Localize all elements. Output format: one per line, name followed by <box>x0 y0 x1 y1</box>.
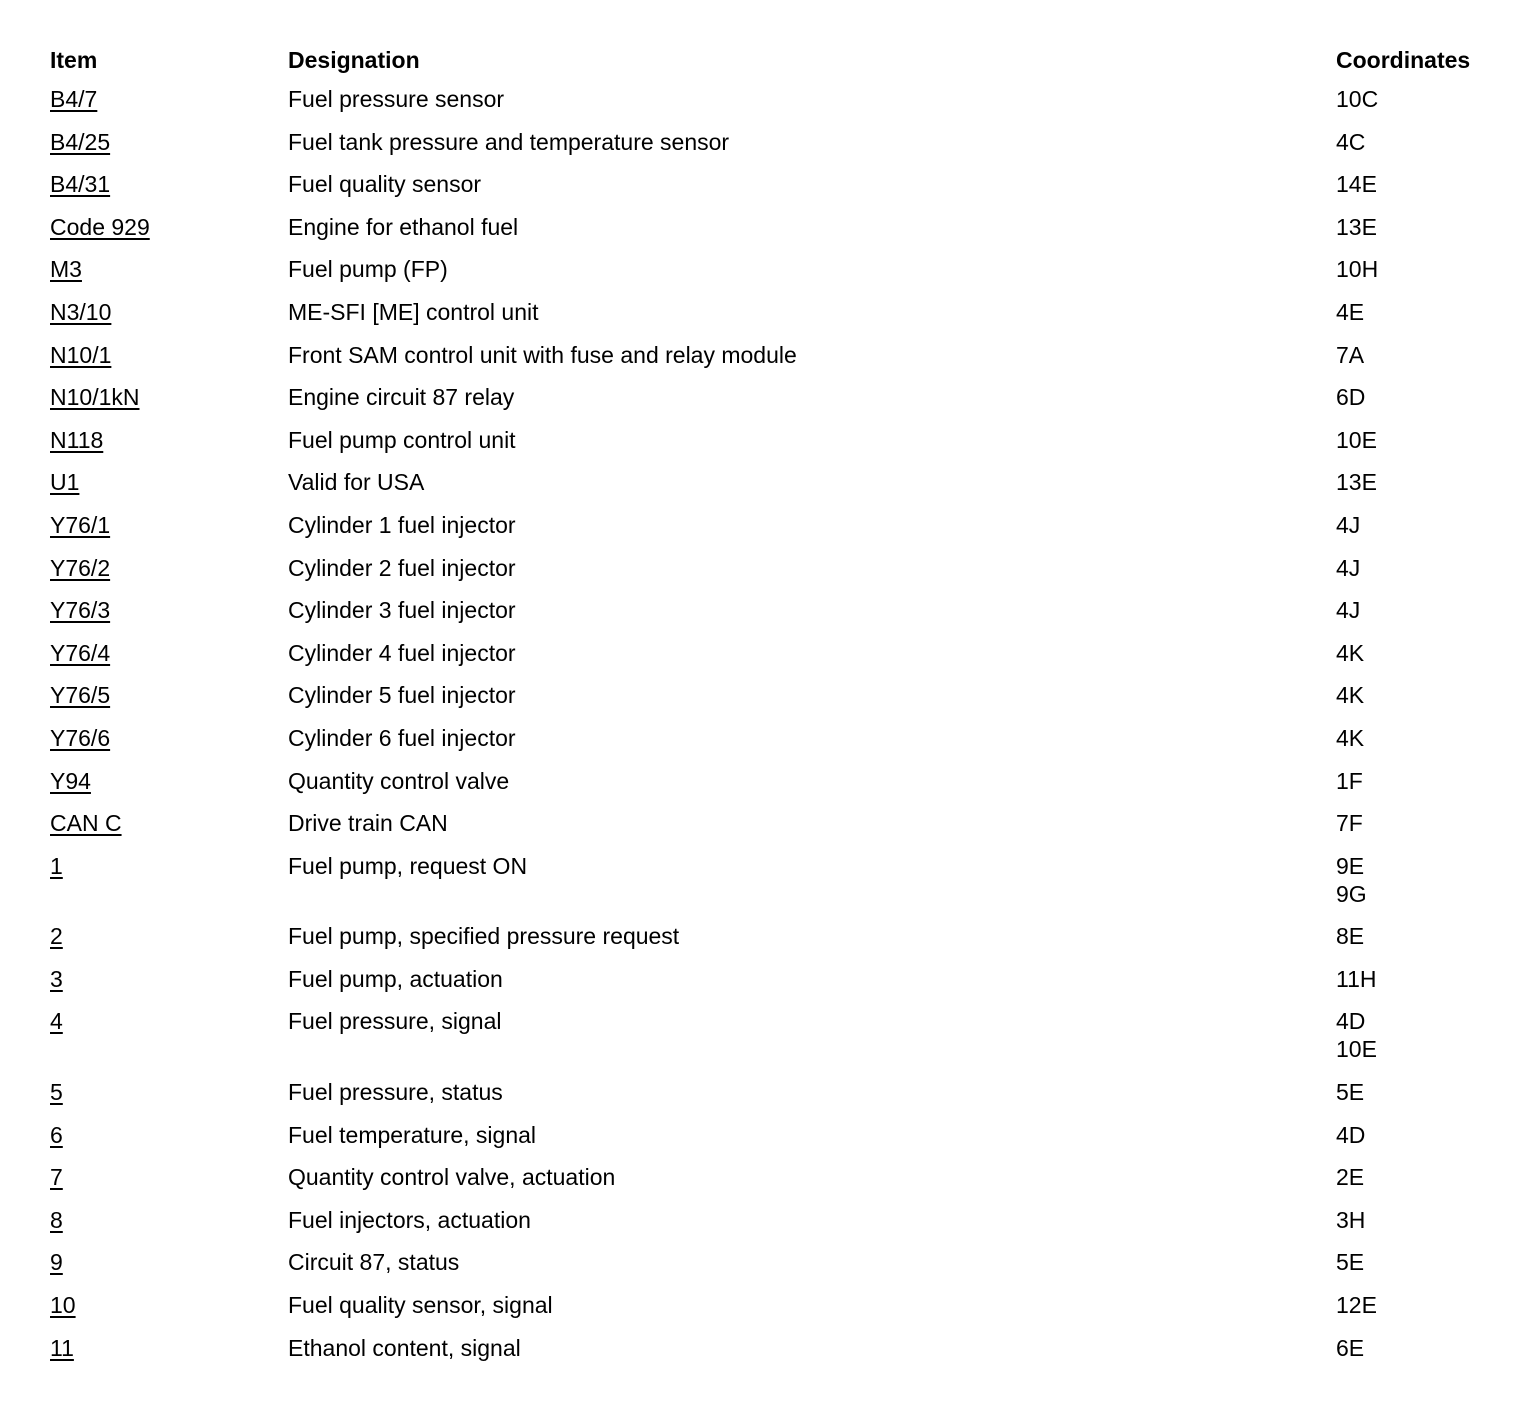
item-cell <box>50 1156 288 1199</box>
item-link[interactable]: Y76/6 <box>50 724 111 751</box>
header-item: Item <box>50 47 98 73</box>
table-row <box>50 121 1500 164</box>
item-link[interactable]: M3 <box>50 256 82 283</box>
coordinate-value: 5E <box>1336 1249 1365 1276</box>
item-link[interactable]: Y76/1 <box>50 511 111 538</box>
item-cell <box>50 78 288 121</box>
designation-cell: Front SAM control unit with fuse and relay module <box>288 341 797 368</box>
item-link[interactable]: N3/10 <box>50 298 112 325</box>
coordinate-value: 12E <box>1336 1292 1377 1319</box>
item-link[interactable]: Y76/2 <box>50 554 111 581</box>
coordinate-value: 8E <box>1336 923 1365 950</box>
coordinates-cell <box>1336 504 1500 547</box>
item-cell <box>50 915 288 958</box>
item-cell <box>50 1284 288 1327</box>
coordinates-cell <box>1336 1114 1500 1157</box>
designation-cell: Fuel pump control unit <box>288 426 516 453</box>
coordinates-cell <box>1336 589 1500 632</box>
designation-cell: Fuel pressure, status <box>288 1079 503 1106</box>
coordinate-value: 13E <box>1336 213 1377 240</box>
item-link[interactable]: Code 929 <box>50 213 150 240</box>
designation-cell: Cylinder 5 fuel injector <box>288 682 516 709</box>
table-row <box>50 632 1500 675</box>
table-row <box>50 504 1500 547</box>
item-link[interactable]: 2 <box>50 923 63 950</box>
coordinate-value: 10E <box>1336 1036 1377 1063</box>
table-row <box>50 1241 1500 1284</box>
item-link[interactable]: 4 <box>50 1008 63 1035</box>
designation-cell: Cylinder 3 fuel injector <box>288 597 516 624</box>
designation-cell: Drive train CAN <box>288 810 448 837</box>
designation-cell: Fuel pump, specified pressure request <box>288 923 680 950</box>
item-link[interactable]: 11 <box>50 1334 74 1361</box>
table-row <box>50 1114 1500 1157</box>
table-row <box>50 376 1500 419</box>
designation-cell: Ethanol content, signal <box>288 1334 521 1361</box>
table-row <box>50 248 1500 291</box>
item-cell <box>50 291 288 334</box>
coordinates-cell <box>1336 419 1500 462</box>
table-row <box>50 958 1500 1001</box>
item-cell <box>50 1241 288 1284</box>
item-link[interactable]: Y76/5 <box>50 682 111 709</box>
coordinate-value: 10H <box>1336 256 1379 283</box>
designation-cell: Quantity control valve <box>288 767 510 794</box>
designation-cell: Fuel pressure sensor <box>288 86 505 112</box>
item-cell <box>50 461 288 504</box>
table-row <box>50 717 1500 760</box>
table-row <box>50 1199 1500 1242</box>
coordinates-cell <box>1336 248 1500 291</box>
coordinate-value: 7F <box>1336 810 1363 837</box>
coordinate-value: 4D <box>1336 1121 1366 1148</box>
item-cell <box>50 504 288 547</box>
designation-cell: Circuit 87, status <box>288 1249 460 1276</box>
coordinates-cell <box>1336 1000 1500 1071</box>
coordinates-cell <box>1336 334 1500 377</box>
item-cell <box>50 334 288 377</box>
coordinates-cell <box>1336 674 1500 717</box>
coordinate-value: 3H <box>1336 1206 1366 1233</box>
item-cell <box>50 206 288 249</box>
designation-cell: Cylinder 6 fuel injector <box>288 724 516 751</box>
item-cell <box>50 1327 288 1370</box>
coordinates-cell <box>1336 1071 1500 1114</box>
designation-cell: Fuel temperature, signal <box>288 1121 537 1148</box>
item-link[interactable]: B4/7 <box>50 86 98 112</box>
item-link[interactable]: 7 <box>50 1164 63 1191</box>
table-row <box>50 1327 1500 1370</box>
coordinate-value: 14E <box>1336 171 1377 198</box>
item-link[interactable]: 3 <box>50 965 63 992</box>
table-row <box>50 547 1500 590</box>
item-link[interactable]: Y94 <box>50 767 91 794</box>
item-link[interactable]: N10/1kN <box>50 384 140 411</box>
item-cell <box>50 845 288 916</box>
coordinate-value: 4K <box>1336 639 1365 666</box>
item-cell <box>50 589 288 632</box>
item-cell <box>50 632 288 675</box>
coordinates-cell <box>1336 206 1500 249</box>
coordinates-cell <box>1336 78 1500 121</box>
coordinate-value: 4K <box>1336 682 1365 709</box>
item-link[interactable]: U1 <box>50 469 80 496</box>
coordinate-value: 6E <box>1336 1334 1365 1361</box>
designation-cell: Fuel pump, request ON <box>288 852 528 879</box>
table-row <box>50 334 1500 377</box>
item-cell <box>50 1000 288 1071</box>
coordinate-value: 9E <box>1336 852 1365 879</box>
coordinates-cell <box>1336 802 1500 845</box>
table-row <box>50 915 1500 958</box>
table-row <box>50 760 1500 803</box>
coordinates-cell <box>1336 291 1500 334</box>
designation-cell: Fuel quality sensor, signal <box>288 1292 553 1319</box>
table-row <box>50 845 1500 916</box>
table-row <box>50 419 1500 462</box>
item-cell <box>50 674 288 717</box>
item-link[interactable]: 10 <box>50 1292 76 1319</box>
table-row <box>50 206 1500 249</box>
item-cell <box>50 1114 288 1157</box>
designation-cell: Cylinder 2 fuel injector <box>288 554 516 581</box>
coordinate-value: 13E <box>1336 469 1377 496</box>
item-cell <box>50 760 288 803</box>
coordinates-cell <box>1336 547 1500 590</box>
designation-cell: Fuel injectors, actuation <box>288 1206 531 1233</box>
coordinate-value: 11H <box>1336 965 1377 992</box>
coordinate-value: 10E <box>1336 426 1377 453</box>
header-row <box>50 42 1500 78</box>
header-designation: Designation <box>288 47 420 73</box>
designation-cell: ME-SFI [ME] control unit <box>288 298 539 325</box>
table-row <box>50 461 1500 504</box>
item-cell <box>50 248 288 291</box>
coordinate-value: 7A <box>1336 341 1365 368</box>
coordinates-cell <box>1336 1327 1500 1370</box>
table-row <box>50 291 1500 334</box>
coordinate-value: 10C <box>1336 86 1379 112</box>
designation-cell: Fuel pressure, signal <box>288 1008 502 1035</box>
coordinates-cell <box>1336 915 1500 958</box>
coordinate-value: 5E <box>1336 1079 1365 1106</box>
table-row <box>50 1071 1500 1114</box>
coordinates-cell <box>1336 376 1500 419</box>
item-link[interactable]: 9 <box>50 1249 63 1276</box>
coordinates-cell <box>1336 461 1500 504</box>
designation-cell: Valid for USA <box>288 469 425 496</box>
legend-body <box>50 78 1500 1369</box>
designation-cell: Quantity control valve, actuation <box>288 1164 616 1191</box>
item-cell <box>50 547 288 590</box>
item-link[interactable]: N118 <box>50 426 104 453</box>
table-row <box>50 674 1500 717</box>
table-row <box>50 589 1500 632</box>
coordinate-value: 4J <box>1336 597 1361 624</box>
designation-cell: Engine for ethanol fuel <box>288 213 519 240</box>
designation-cell: Engine circuit 87 relay <box>288 384 515 411</box>
item-link[interactable]: B4/31 <box>50 171 111 198</box>
table-row <box>50 1000 1500 1071</box>
designation-cell: Fuel pump, actuation <box>288 965 503 992</box>
header-coordinates: Coordinates <box>1336 47 1471 73</box>
coordinates-cell <box>1336 1241 1500 1284</box>
item-link[interactable]: 1 <box>50 852 63 879</box>
table-row <box>50 802 1500 845</box>
table-row <box>50 163 1500 206</box>
item-cell <box>50 958 288 1001</box>
designation-cell: Fuel pump (FP) <box>288 256 448 283</box>
designation-cell: Cylinder 1 fuel injector <box>288 511 516 538</box>
item-cell <box>50 163 288 206</box>
item-link[interactable]: N10/1 <box>50 341 112 368</box>
coordinates-cell <box>1336 632 1500 675</box>
designation-cell: Fuel tank pressure and temperature sensor <box>288 128 730 155</box>
designation-cell: Fuel quality sensor <box>288 171 482 198</box>
coordinates-cell <box>1336 760 1500 803</box>
item-cell <box>50 376 288 419</box>
coordinates-cell <box>1336 1199 1500 1242</box>
coordinates-cell <box>1336 958 1500 1001</box>
item-cell <box>50 121 288 164</box>
coordinates-cell <box>1336 1156 1500 1199</box>
coordinate-value: 9G <box>1336 880 1367 907</box>
item-cell <box>50 717 288 760</box>
coordinates-cell <box>1336 717 1500 760</box>
table-row <box>50 1156 1500 1199</box>
item-link[interactable]: Y76/4 <box>50 639 111 666</box>
item-cell <box>50 802 288 845</box>
coordinate-value: 4J <box>1336 511 1361 538</box>
legend-table <box>50 42 1500 1369</box>
coordinate-value: 1F <box>1336 767 1363 794</box>
designation-cell: Cylinder 4 fuel injector <box>288 639 516 666</box>
item-link[interactable]: 5 <box>50 1079 63 1106</box>
table-row <box>50 78 1500 121</box>
coordinate-value: 2E <box>1336 1164 1365 1191</box>
item-link[interactable]: 6 <box>50 1121 63 1148</box>
coordinates-cell <box>1336 845 1500 916</box>
item-link[interactable]: Y76/3 <box>50 597 111 624</box>
table-row <box>50 1284 1500 1327</box>
coordinate-value: 4K <box>1336 724 1365 751</box>
coordinates-cell <box>1336 163 1500 206</box>
coordinates-cell <box>1336 1284 1500 1327</box>
item-link[interactable]: B4/25 <box>50 128 111 155</box>
item-link[interactable]: 8 <box>50 1206 63 1233</box>
item-cell <box>50 419 288 462</box>
coordinate-value: 4E <box>1336 298 1365 325</box>
coordinates-cell <box>1336 121 1500 164</box>
coordinate-value: 4J <box>1336 554 1361 581</box>
item-cell <box>50 1071 288 1114</box>
coordinate-value: 4C <box>1336 128 1366 155</box>
item-link[interactable]: CAN C <box>50 810 122 837</box>
coordinate-value: 4D <box>1336 1008 1366 1035</box>
item-cell <box>50 1199 288 1242</box>
coordinate-value: 6D <box>1336 384 1366 411</box>
